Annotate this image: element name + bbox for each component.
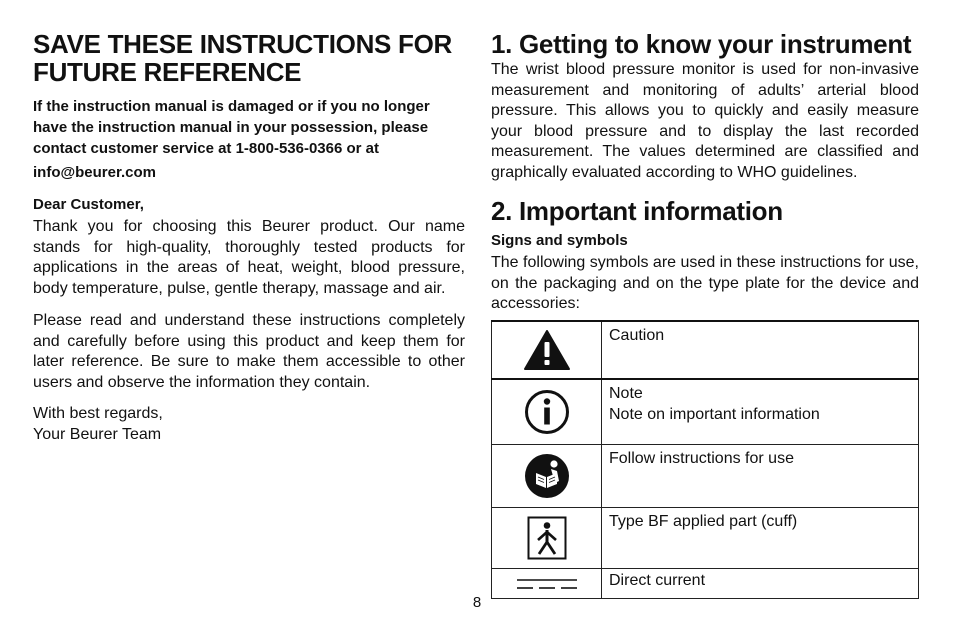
page-title <box>33 30 465 86</box>
symbol-label: Follow instructions for use <box>609 450 794 467</box>
table-row <box>492 321 919 379</box>
symbol-description: Note on important information <box>609 406 820 423</box>
notice-line-1: If the instruction manual is damaged or if you no longer <box>33 98 430 115</box>
section-1-title: 1. Getting to know your instrument <box>491 29 912 59</box>
read-manual-icon <box>492 453 601 499</box>
right-column <box>491 30 919 315</box>
salutation: Dear Customer, <box>33 196 144 213</box>
notice-line-3: contact customer service at 1-800-536-0366 or at <box>33 140 380 157</box>
left-column <box>33 30 465 445</box>
regards-line: With best regards, <box>33 405 163 422</box>
title-line-2: FUTURE REFERENCE <box>33 57 302 87</box>
type-bf-applied-part-icon <box>492 516 601 560</box>
table-row <box>492 445 919 508</box>
symbol-label: Caution <box>609 327 665 344</box>
section-2-text: The following symbols are used in these instructions for use, on the packaging and on the type plate for the device and accessories: <box>491 254 919 312</box>
table-row <box>492 379 919 445</box>
symbols-table <box>491 320 919 599</box>
warning-triangle-icon <box>492 329 601 371</box>
symbol-label: Direct current <box>609 572 706 589</box>
info-icon <box>492 389 601 435</box>
page-number: 8 <box>472 594 482 611</box>
signature <box>33 404 465 445</box>
symbol-label: Note <box>609 385 643 402</box>
intro-paragraph: Thank you for choosing this Beurer product. Our name stands for high-quality, thoroughly tested products for applications in the areas of heat, weight, blood pressure, body temperature, pulse, gentle therapy, massage and air. <box>33 218 465 297</box>
section-2-title: 2. Important information <box>491 196 783 226</box>
support-email: info@beurer.com <box>33 164 156 181</box>
section-2-subtitle: Signs and symbols <box>491 232 628 249</box>
read-instructions-paragraph: Please read and understand these instructions completely and carefully before using this product and keep them for later reference. Be sure to make them accessible to other users and observe the information they contain. <box>33 312 465 391</box>
table-row <box>492 508 919 569</box>
direct-current-icon <box>492 576 601 592</box>
symbol-label: Type BF applied part (cuff) <box>609 513 798 530</box>
section-1-text: The wrist blood pressure monitor is used for non-invasive measurement and monitoring of adults’ arterial blood pressure. This allows you to quickly and easily measure your blood pressure and to display the last recorded measurement. The values determined are classified and graphically evaluated according to WHO guidelines. <box>491 61 919 181</box>
team-line: Your Beurer Team <box>33 425 162 443</box>
manual-notice <box>33 96 465 159</box>
title-line-1: SAVE THESE INSTRUCTIONS FOR <box>33 29 453 59</box>
notice-line-2: have the instruction manual in your possession, please <box>33 119 429 136</box>
